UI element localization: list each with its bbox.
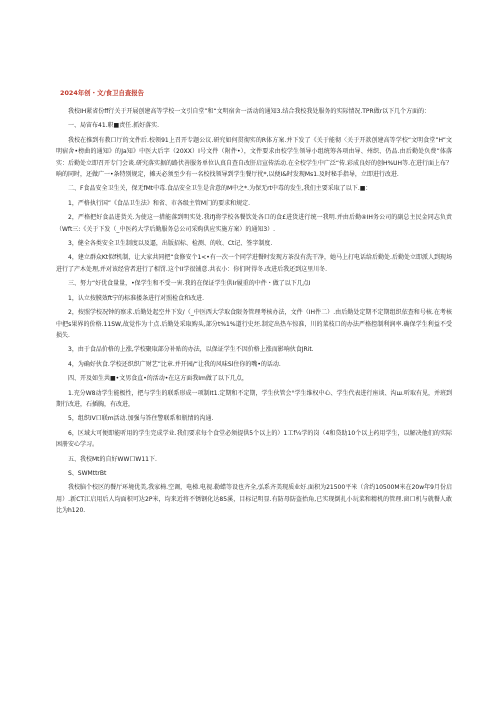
section-heading-2: 二、F食品安全卫生关，保无fMt中毒.食品安全卫生是含意的M中之*.为保无rt中毒的发生,我们主要采取了以下.■： [68,185,372,193]
document-title: 2024年创・文/食卫自查报告 [60,89,145,97]
section-3-item-3: 3，由于食品价格的上涨,学校聚取部分补贴的办法，以保证学生不因价格上涨而影响伙食JRit. [68,346,314,354]
section-heading-3: 三、努力“好优食量量，•保学生和不受一害.我的在保证学生供Ir履重的中件・做了以下几点I [68,280,311,288]
section-2-item-3: 3，健全各类安全卫生制度以及逼，出版招标、检测、的收、Ct记、签字制度. [68,240,273,248]
section-heading-1: 一、局宙布41.职■责任.抓好落实. [68,122,160,130]
section-4-item-1: 1.充分W8动学生能极性，把与学生的联系形成一项制It1.定期和不定期，学生伙管会°学生维权中心、学生代表进行座谈、沟ш.听取有见，并班到期行改进，石插胸，有改进， [56,389,452,408]
section-heading-4: 四、开及如生共■•文男食直•的活动•在这方面我Im做了以下几点， [68,375,248,383]
section-heading-s: S、SWMttrBt [68,469,107,477]
intro-paragraph: 我校IH紧省份ff行关于开展创建高等学校一文引自堂”和“文明宿舍一活动的通知3.结合我校我处服务的实际情况.TPR做r以下几个方面的： [68,108,431,115]
section-heading-5: 五、我校Mt的自好WW口W11下. [68,455,157,463]
section-3-item-4: 4，为确好伙食.学校还织织广财艺”比章.并开园/“让我的风味Sl住你的嘴•的话动. [68,360,281,368]
closing-paragraph: 我校脑个校区的餐厅环境优美,我家椅.空调，电梯.电视.勒蜡等设也齐全,弘系齐美现质业好.面积为21500平米（含约10500M米在20w年9月份启用）.新CT江启用后人均面积可达2P米，均来近将不锈钢化达85溪，目标记明显.有防母防盗抬角,已实现倒扎小玩菜和精机的管理.窗口机与就餐人敢比为h120. [56,484,452,515]
section-3-item-2: 2，按照学校况钟的察求.后勤处起空井下发/（_中医西大学取食限务管理考核办法，文件（IH件二）.由后勤处定期不定期组织依查和号核.在考核中把s果界的价格.11SW,故觉作为十点.后勤处采取购头,部分t%1%道行史坯.制定出热车惊准，川的菜枝口的办法严格控制利润率.确保学生利益不受损失. [56,309,452,339]
section-2-item-4: 4，建立群众Kt似f机制，让大家共同把“食修安个1<•有一次一个同学进餐时发现方茶没有洗干净，她马上打电话给后勤处.后勤处立即派人到现场进行了产木处理,并对该经营者进行了相罚.这个II学很铺意.共衣小：你们时得冬.改进后我还到这里川冬. [56,254,452,273]
section-1-body: 我校在推到有教口厅的文件后.校领91上召开专题公议.研究如何贯彻实的R体方案.并下发了《关于能彻〈关于开款创建高等学校“文明食堂”H”文明宿舍•榜曲的通知》的Ja知》中医大后字（20XX）I号文件（附件•），文件要求由校学生领导小组统筹各项由导、州织、仍品.由后勤处负费”体落实：后勤处立即召开专门会谈.研究落实据的路伏善服务单位认真自查自改肝启宣传活动.在全校学生中广泛“传.彩成良好的创H%UH等.在进行面上布？晌的同时，还做广一•条特别规定，摊天必须至少有一名校找领导到学生餐厅扰*,以便I&时发现Ms1.及时秘手指导，立即进行改进. [56,136,452,179]
section-3-item-1: 1，认立按膜效ft宁的标准搂条进行对照检食和改进. [68,294,205,302]
section-2-item-1: 1，严格执行国”《食品卫生法》和省、市各级主管M门的要求和规定. [68,199,251,207]
document-body [56,106,452,517]
section-2-item-2: 2，严格把好食品进货关.为使这一措能落到明实处.我ifJ将学校各餐饮处各口的食£进货进行统一我明.并由后勤④IH务公司的副总主民金同志负责（Wft三:《关于下发（_中医药大学后勤服务总公司采购供应实施方案）的通知3）. [56,214,452,233]
section-4-item-5: 5，组织IV口联m活动.加强与答住警联系和瓶情的沟通. [68,415,214,423]
section-4-item-6: 6，区域大可便即能听用的学生完成学业.我们要求每个食堂必须提供5个以上的）1工f¼学的岗（4和贷助10个以上药用学生，以解决他们的实际困册安心学习。 [56,429,452,449]
